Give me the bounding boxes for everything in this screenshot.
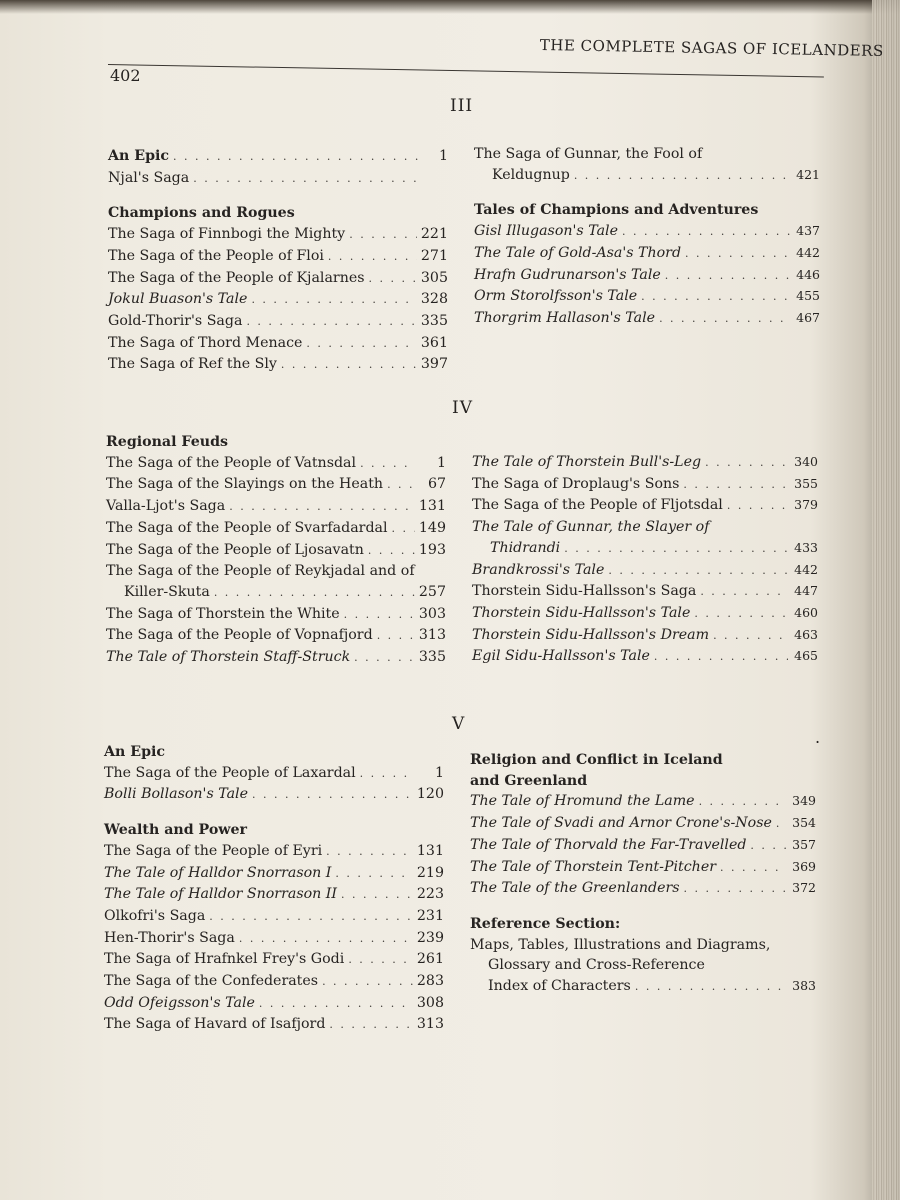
toc-page-number: 357 [792, 836, 816, 852]
toc-entry [106, 518, 446, 540]
toc-page-number: 193 [418, 541, 446, 558]
toc-entry [472, 538, 818, 560]
dot-leader [564, 539, 788, 560]
toc-entry-title: The Tale of Hromund the Lame [470, 793, 695, 810]
toc-entry-title: The Saga of the Slayings on the Heath [106, 476, 384, 493]
toc-entry [474, 165, 820, 187]
toc-page-number: 131 [416, 842, 444, 859]
dot-leader [246, 312, 416, 333]
stray-mark: . [815, 728, 821, 747]
dot-leader [685, 244, 790, 265]
toc-page-number: 465 [794, 648, 818, 664]
dot-leader [214, 583, 415, 604]
toc-entry [472, 495, 818, 517]
dot-leader [392, 519, 415, 540]
toc-entry [106, 647, 446, 669]
toc-entry [104, 993, 444, 1015]
toc-page-number: 131 [418, 498, 446, 515]
toc-entry [106, 453, 446, 475]
dot-leader [608, 561, 788, 582]
section-heading: Tales of Champions and Adventures [474, 202, 759, 219]
toc-entry-line: Maps, Tables, Illustrations and Diagrams, [470, 936, 771, 953]
section-gap [104, 806, 444, 820]
toc-entry [108, 224, 448, 246]
toc-entry-title: The Saga of Ref the Sly [108, 356, 277, 373]
toc-entry-title: The Saga of Havard of Isafjord [104, 1016, 326, 1033]
dot-leader [659, 309, 790, 330]
toc-entry-title: Bolli Bollason's Tale [104, 786, 248, 803]
toc-entry [104, 928, 444, 950]
toc-entry-title: The Saga of Hrafnkel Frey's Godi [104, 951, 345, 968]
section-heading: Regional Feuds [106, 434, 228, 450]
toc-entry-title: Valla-Ljot's Saga [106, 498, 226, 515]
toc-entry [472, 581, 818, 603]
dot-leader [683, 475, 788, 496]
toc-entry-title: Brandkrossi's Tale [472, 561, 605, 578]
dot-leader [694, 604, 788, 625]
toc-entry [106, 496, 446, 518]
toc-entry-title: Thorgrim Hallason's Tale [474, 309, 656, 326]
toc-page-number: 231 [416, 907, 444, 924]
toc-entry-title: The Saga of Thord Menace [108, 334, 303, 351]
toc-entry-title: The Tale of Thorstein Bull's-Leg [472, 454, 702, 470]
dot-leader [654, 647, 788, 668]
dot-leader [622, 222, 790, 243]
toc-entry-title: The Saga of the People of Ljosavatn [106, 541, 364, 558]
toc-entry-title: Thorstein Sidu-Hallsson's Saga [472, 583, 697, 600]
toc-page-number: 379 [794, 497, 818, 513]
toc-entry-title: Thidrandi [490, 539, 561, 556]
toc-entry [470, 835, 816, 857]
toc-entry [104, 841, 444, 863]
toc-entry-title: The Saga of Finnbogi the Mighty [108, 226, 346, 243]
toc-entry-title: Keldugnup [492, 166, 570, 183]
toc-page-number: 397 [420, 356, 448, 373]
toc-entry-title: The Tale of the Greenlanders [470, 880, 680, 897]
section-heading: Champions and Rogues [108, 205, 295, 222]
dot-leader [360, 764, 414, 785]
page-top-shadow [0, 0, 900, 14]
dot-leader [329, 1015, 412, 1036]
toc-page-number: 460 [794, 604, 818, 620]
running-head: THE COMPLETE SAGAS OF ICELANDERS [539, 36, 884, 60]
toc-entry-title: The Tale of Halldor Snorrason I [104, 864, 332, 881]
toc-entry-title: The Tale of Thorvald the Far-Travelled [470, 836, 747, 853]
toc-entry [472, 474, 818, 496]
toc-entry-title: Thorstein Sidu-Hallsson's Tale [472, 604, 691, 621]
dot-leader [348, 950, 413, 971]
toc-page-number: 383 [792, 978, 816, 994]
part-iv-right-column [472, 452, 818, 668]
dot-leader [635, 977, 786, 998]
page-number: 402 [110, 66, 141, 85]
toc-page-number: 335 [420, 312, 448, 329]
toc-entry-title: The Tale of Gold-Asa's Thord [474, 244, 682, 261]
dot-leader [326, 842, 413, 863]
toc-entry [106, 474, 446, 496]
section-heading-with-page [108, 146, 448, 168]
dot-leader [328, 247, 417, 268]
part-v-left-column [104, 742, 444, 1036]
toc-page-number: 372 [792, 880, 816, 896]
toc-page-number: 219 [416, 864, 444, 881]
part-label-iv: IV [452, 398, 473, 418]
toc-entry [108, 289, 448, 311]
dot-leader [684, 879, 786, 900]
toc-entry-title: Odd Ofeigsson's Tale [104, 994, 255, 1011]
toc-entry-title: Killer-Skuta [124, 583, 210, 600]
toc-entry-title: Hen-Thorir's Saga [104, 929, 235, 946]
toc-page-number: 455 [796, 288, 820, 304]
section-gap [474, 186, 820, 200]
section-gap [470, 900, 816, 914]
dot-leader [699, 792, 786, 813]
toc-entry [470, 857, 816, 879]
toc-entry [108, 354, 448, 376]
toc-entry-title: The Saga of the People of Svarfadardal [106, 519, 388, 536]
toc-entry [108, 311, 448, 333]
toc-page-number: 313 [418, 627, 446, 644]
page-edge-stack [872, 0, 900, 1200]
dot-leader [335, 864, 413, 885]
toc-page-number: 335 [418, 649, 446, 666]
dot-leader [306, 334, 416, 355]
dot-leader [776, 814, 786, 835]
dot-leader [387, 475, 416, 496]
section-gap [108, 189, 448, 203]
toc-page-number: 442 [796, 244, 820, 260]
dot-leader [344, 605, 415, 626]
part-label-iii: III [450, 96, 474, 116]
dot-leader [322, 972, 413, 993]
toc-entry [108, 333, 448, 355]
toc-entry-title: Egil Sidu-Hallsson's Tale [472, 648, 650, 665]
toc-entry-title: Orm Storolfsson's Tale [474, 288, 638, 305]
toc-entry-title: Olkofri's Saga [104, 907, 206, 924]
toc-entry [104, 906, 444, 928]
toc-page-number: 1 [438, 148, 448, 164]
dot-leader [229, 497, 415, 518]
toc-page-number: 354 [792, 815, 816, 831]
toc-page-number: 1 [436, 454, 446, 471]
dot-leader [377, 626, 415, 647]
toc-entry [106, 540, 446, 562]
toc-page-number: 328 [420, 291, 448, 308]
toc-page-number: 447 [794, 583, 818, 599]
toc-entry [106, 625, 446, 647]
section-heading: An Epic [104, 744, 166, 760]
toc-page-number: 355 [794, 475, 818, 491]
toc-entry [104, 971, 444, 993]
dot-leader [252, 785, 413, 806]
toc-entry-title: The Saga of the People of Kjalarnes [108, 269, 365, 286]
toc-page-number: 67 [427, 476, 446, 493]
dot-leader [713, 626, 788, 647]
toc-entry [104, 884, 444, 906]
toc-page-number: 257 [418, 583, 446, 600]
toc-page-number: 442 [794, 561, 818, 577]
toc-page-number: 433 [794, 539, 818, 555]
toc-page-number: 303 [418, 605, 446, 622]
dot-leader [705, 453, 788, 474]
toc-page-number: 349 [792, 793, 816, 809]
toc-entry-title: The Saga of the People of Vatnsdal [106, 454, 357, 471]
toc-page-number: 369 [792, 858, 816, 874]
dot-leader [360, 454, 416, 475]
dot-leader [281, 355, 417, 376]
toc-entry-title: Hrafn Gudrunarson's Tale [474, 266, 661, 283]
dot-leader [369, 269, 417, 290]
dot-leader [700, 582, 788, 603]
toc-page-number: 271 [420, 247, 448, 264]
part-label-v: V [452, 714, 466, 734]
toc-entry-title: The Tale of Thorstein Tent-Pitcher [470, 858, 716, 875]
toc-page-number: 463 [794, 626, 818, 642]
toc-page-number: 239 [416, 929, 444, 946]
section-heading: Religion and Conflict in Iceland [470, 752, 723, 768]
dot-leader [665, 266, 790, 287]
toc-page-number: 1 [434, 764, 444, 781]
toc-entry-title: Gisl Illugason's Tale [474, 223, 618, 240]
toc-entry [108, 268, 448, 290]
toc-entry-title: Thorstein Sidu-Hallsson's Dream [472, 626, 710, 643]
dot-leader [574, 166, 790, 187]
toc-page-number: 149 [418, 519, 446, 536]
toc-entry [104, 1014, 444, 1036]
toc-page-number: 305 [420, 269, 448, 286]
part-iii-left-column [108, 146, 448, 376]
header-rule [108, 64, 824, 77]
toc-entry [470, 791, 816, 813]
toc-entry-title: Index of Characters [488, 978, 631, 995]
toc-page-number: 340 [794, 454, 818, 469]
toc-entry [104, 784, 444, 806]
toc-entry [106, 582, 446, 604]
toc-entry-title: The Tale of Svadi and Arnor Crone's-Nose [470, 815, 772, 832]
dot-leader [720, 858, 786, 879]
toc-page-number: 467 [796, 309, 820, 325]
toc-entry-title: An Epic [108, 148, 170, 164]
toc-page-number: 446 [796, 266, 820, 282]
toc-entry-title: Gold-Thorir's Saga [108, 312, 243, 329]
toc-page-number: 361 [420, 334, 448, 351]
toc-entry [104, 949, 444, 971]
dot-leader [750, 836, 786, 857]
toc-entry [474, 243, 820, 265]
toc-entry-line: The Saga of Gunnar, the Fool of [474, 146, 703, 162]
toc-page-number: 261 [416, 951, 444, 968]
dot-leader [239, 929, 413, 950]
toc-entry-title: The Saga of the People of Eyri [104, 842, 323, 859]
toc-page-number: 221 [420, 226, 448, 243]
dot-leader [193, 169, 418, 190]
toc-entry [470, 878, 816, 900]
toc-entry [474, 221, 820, 243]
toc-page-number: 223 [416, 886, 444, 903]
dot-leader [368, 541, 415, 562]
toc-page-number: 421 [796, 166, 820, 182]
dot-leader [209, 907, 413, 928]
section-heading: Reference Section: [470, 915, 621, 932]
dot-leader [259, 994, 413, 1015]
toc-entry [474, 265, 820, 287]
toc-entry-title: The Saga of the People of Fljotsdal [472, 497, 723, 514]
dot-leader [641, 287, 790, 308]
section-heading: Wealth and Power [104, 822, 248, 839]
part-iii-right-column [474, 144, 820, 330]
toc-page-number: 313 [416, 1016, 444, 1033]
toc-entry [108, 246, 448, 268]
dot-leader [727, 496, 788, 517]
toc-entry [104, 763, 444, 785]
dot-leader [349, 225, 417, 246]
toc-entry [472, 560, 818, 582]
dot-leader [173, 147, 418, 168]
toc-entry-title: The Tale of Halldor Snorrason II [104, 886, 337, 903]
toc-entry-title: The Saga of the People of Vopnafjord [106, 627, 373, 644]
toc-entry-title: The Saga of the People of Floi [108, 247, 324, 264]
toc-entry [106, 604, 446, 626]
toc-entry-title: The Saga of the People of Laxardal [104, 764, 356, 781]
toc-entry [474, 286, 820, 308]
toc-entry-title: The Tale of Thorstein Staff-Struck [106, 649, 351, 666]
toc-entry-title: The Saga of Droplaug's Sons [472, 475, 680, 492]
part-v-right-column [470, 750, 816, 998]
toc-entry [472, 625, 818, 647]
toc-entry [104, 863, 444, 885]
dot-leader [341, 885, 413, 906]
toc-entry [474, 308, 820, 330]
toc-entry-title: The Saga of the Confederates [104, 973, 319, 990]
toc-entry-title: Njal's Saga [108, 169, 190, 186]
toc-page-number: 437 [796, 223, 820, 239]
toc-entry-line: The Tale of Gunnar, the Slayer of [472, 519, 710, 536]
toc-entry [470, 813, 816, 835]
toc-entry [472, 452, 818, 474]
toc-entry [108, 168, 448, 190]
part-iv-left-column [106, 432, 446, 669]
toc-entry-line: The Saga of the People of Reykjadal and of [106, 563, 415, 580]
toc-page-number: 308 [416, 994, 444, 1011]
dot-leader [251, 290, 416, 311]
section-heading: and Greenland [470, 772, 588, 789]
toc-entry-line: Glossary and Cross-Reference [488, 957, 705, 974]
toc-entry [470, 976, 816, 998]
toc-page-number: 283 [416, 973, 444, 990]
toc-entry [472, 646, 818, 668]
dot-leader [354, 648, 415, 669]
toc-entry-title: Jokul Buason's Tale [108, 291, 248, 308]
toc-entry [472, 603, 818, 625]
toc-page-number: 120 [416, 786, 444, 803]
toc-entry-title: The Saga of Thorstein the White [106, 605, 340, 622]
